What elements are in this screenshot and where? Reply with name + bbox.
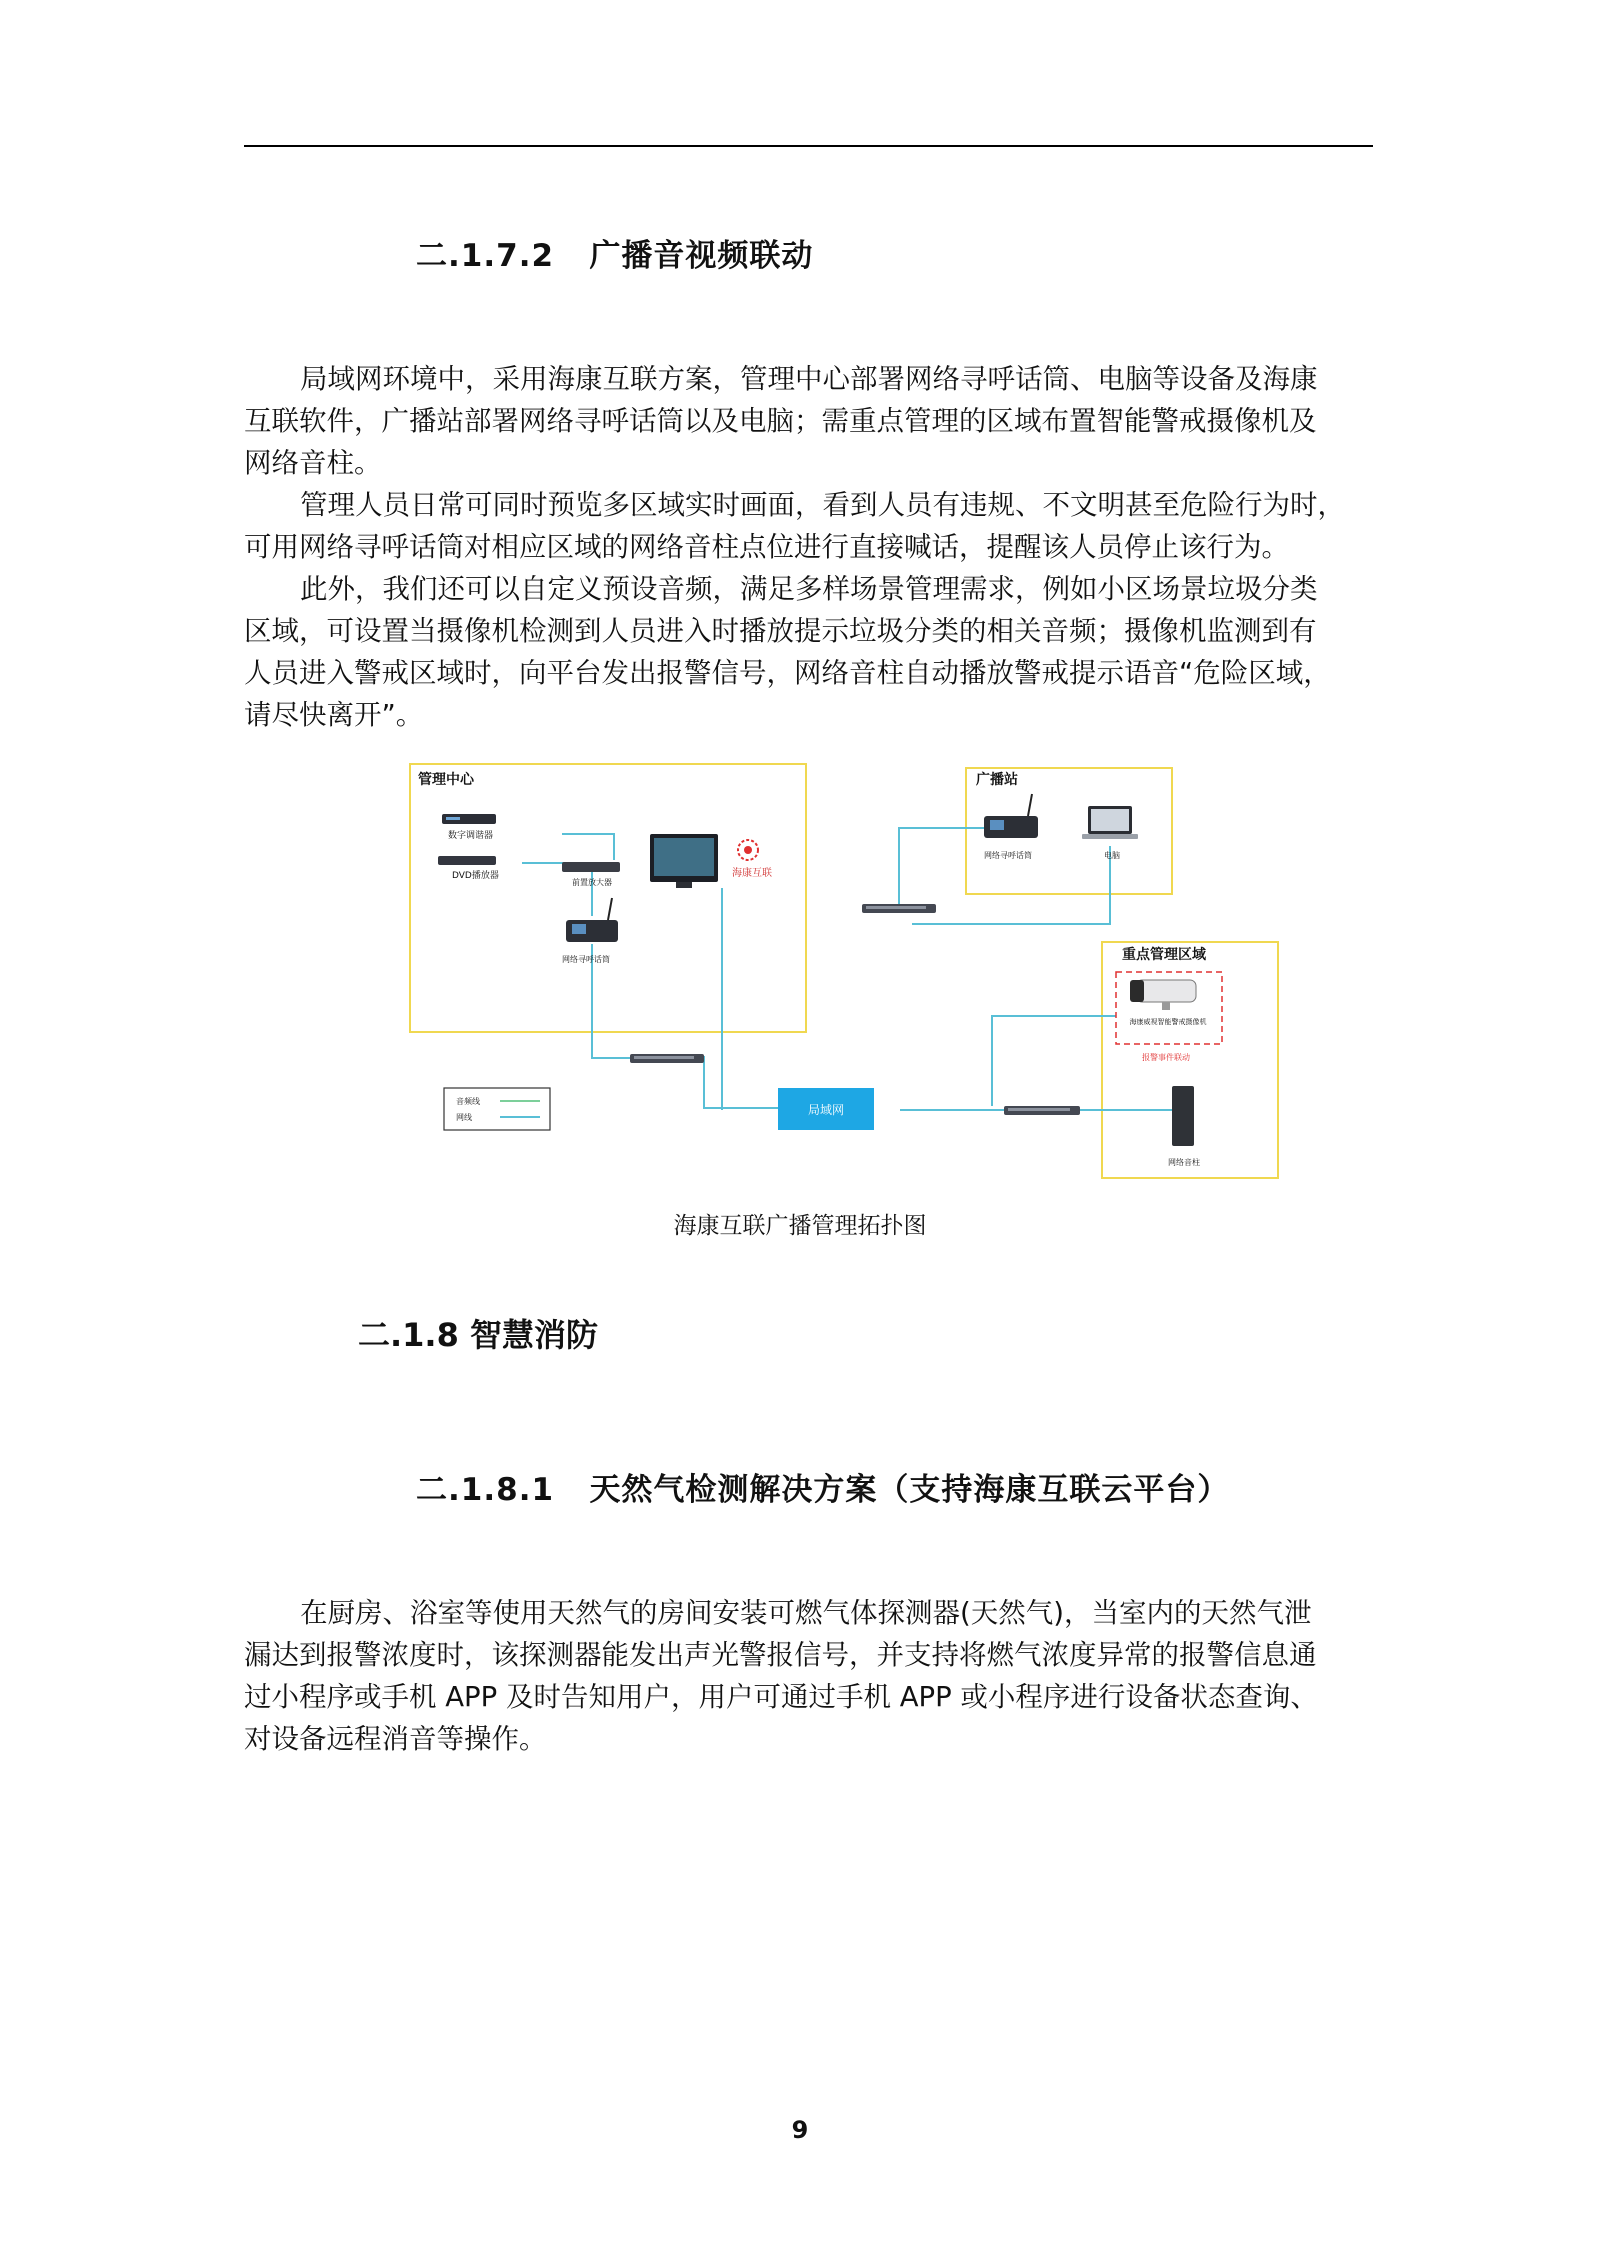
tuner-device xyxy=(442,814,496,824)
dvd-device xyxy=(438,856,496,865)
amplifier-device xyxy=(562,862,620,872)
switch-top xyxy=(862,904,936,913)
figure-caption: 海康互联广播管理拓扑图 xyxy=(673,1213,927,1239)
logo-label: 海康互联 xyxy=(732,868,772,879)
mic-broadcast-label: 网络寻呼话筒 xyxy=(984,851,1032,860)
heading-1-7-2: 二.1.7.2 广播音视频联动 xyxy=(416,238,814,274)
paragraph-1: 局域网环境中，采用海康互联方案，管理中心部署网络寻呼话筒、电脑等设备及海康 互联软件，广播站部署网络寻呼话筒以及电脑；需重点管理的区域布置智能警戒摄像机及 网络音柱。 管理人员日常可同时预览多区域实时画面，看到人员有违规、不文明甚至危险行为时， 可用网络寻呼话筒对相应区域的网络音柱点位进行直接喊话，提醒该人员停止该行为。 此外，我们还可以自定义预设音频，满足多样场景管理需求，例如小区场景垃圾分类 区域，可设置当摄像机检测到人员进入时播放提示垃圾分类的相关音频；摄像机监测到有 人员进入警戒区域时，向平台发出报警信号，网络音柱自动播放警戒提示语音“危险区域， 请尽快离开”。 xyxy=(244,363,1345,731)
camera-icon xyxy=(1130,980,1196,1010)
zone-broadcast-label: 广播站 xyxy=(976,772,1018,788)
mic-management-label: 网络寻呼话筒 xyxy=(562,955,610,964)
dvd-label: DVD播放器 xyxy=(452,871,499,881)
page-number: 9 xyxy=(791,2116,809,2144)
legend-audio-label: 音频线 xyxy=(456,1097,480,1106)
heading-1-8-1: 二.1.8.1 天然气检测解决方案（支持海康互联云平台） xyxy=(416,1472,1230,1508)
zone-key-area-label: 重点管理区域 xyxy=(1122,947,1206,963)
mic-broadcast-device xyxy=(984,794,1038,838)
heading-1-8: 二.1.8 智慧消防 xyxy=(358,1316,599,1354)
topology-diagram xyxy=(404,758,1290,1180)
zone-management-label: 管理中心 xyxy=(418,772,474,788)
speaker-label: 网络音柱 xyxy=(1168,1158,1200,1167)
camera-label: 海康威视智能警戒摄像机 xyxy=(1129,1018,1207,1026)
hik-connect-logo-icon xyxy=(738,840,758,860)
speaker-column-icon xyxy=(1172,1086,1194,1146)
paragraph-gas: 在厨房、浴室等使用天然气的房间安装可燃气体探测器(天然气)，当室内的天然气泄 漏达到报警浓度时，该探测器能发出声光警报信号，并支持将燃气浓度异常的报警信息通 过小程序或手机 APP 及时告知用户，用户可通过手机 APP 或小程序进行设备状态查询、 对设备远程消音等操作。 xyxy=(244,1597,1318,1755)
alarm-label: 报警事件联动 xyxy=(1142,1053,1190,1062)
legend-network-label: 网线 xyxy=(456,1113,472,1122)
switch-center xyxy=(630,1054,704,1063)
switch-right xyxy=(1004,1106,1080,1115)
monitor-device xyxy=(650,834,718,888)
tuner-label: 数字调谐器 xyxy=(448,831,494,841)
legend-box xyxy=(444,1088,550,1130)
pc-label: 电脑 xyxy=(1104,851,1120,860)
lan-label: 局域网 xyxy=(807,1103,845,1117)
header-rule xyxy=(244,145,1373,147)
amplifier-label: 前置放大器 xyxy=(572,878,612,887)
laptop-icon xyxy=(1082,806,1138,839)
zone-management xyxy=(410,764,806,1032)
